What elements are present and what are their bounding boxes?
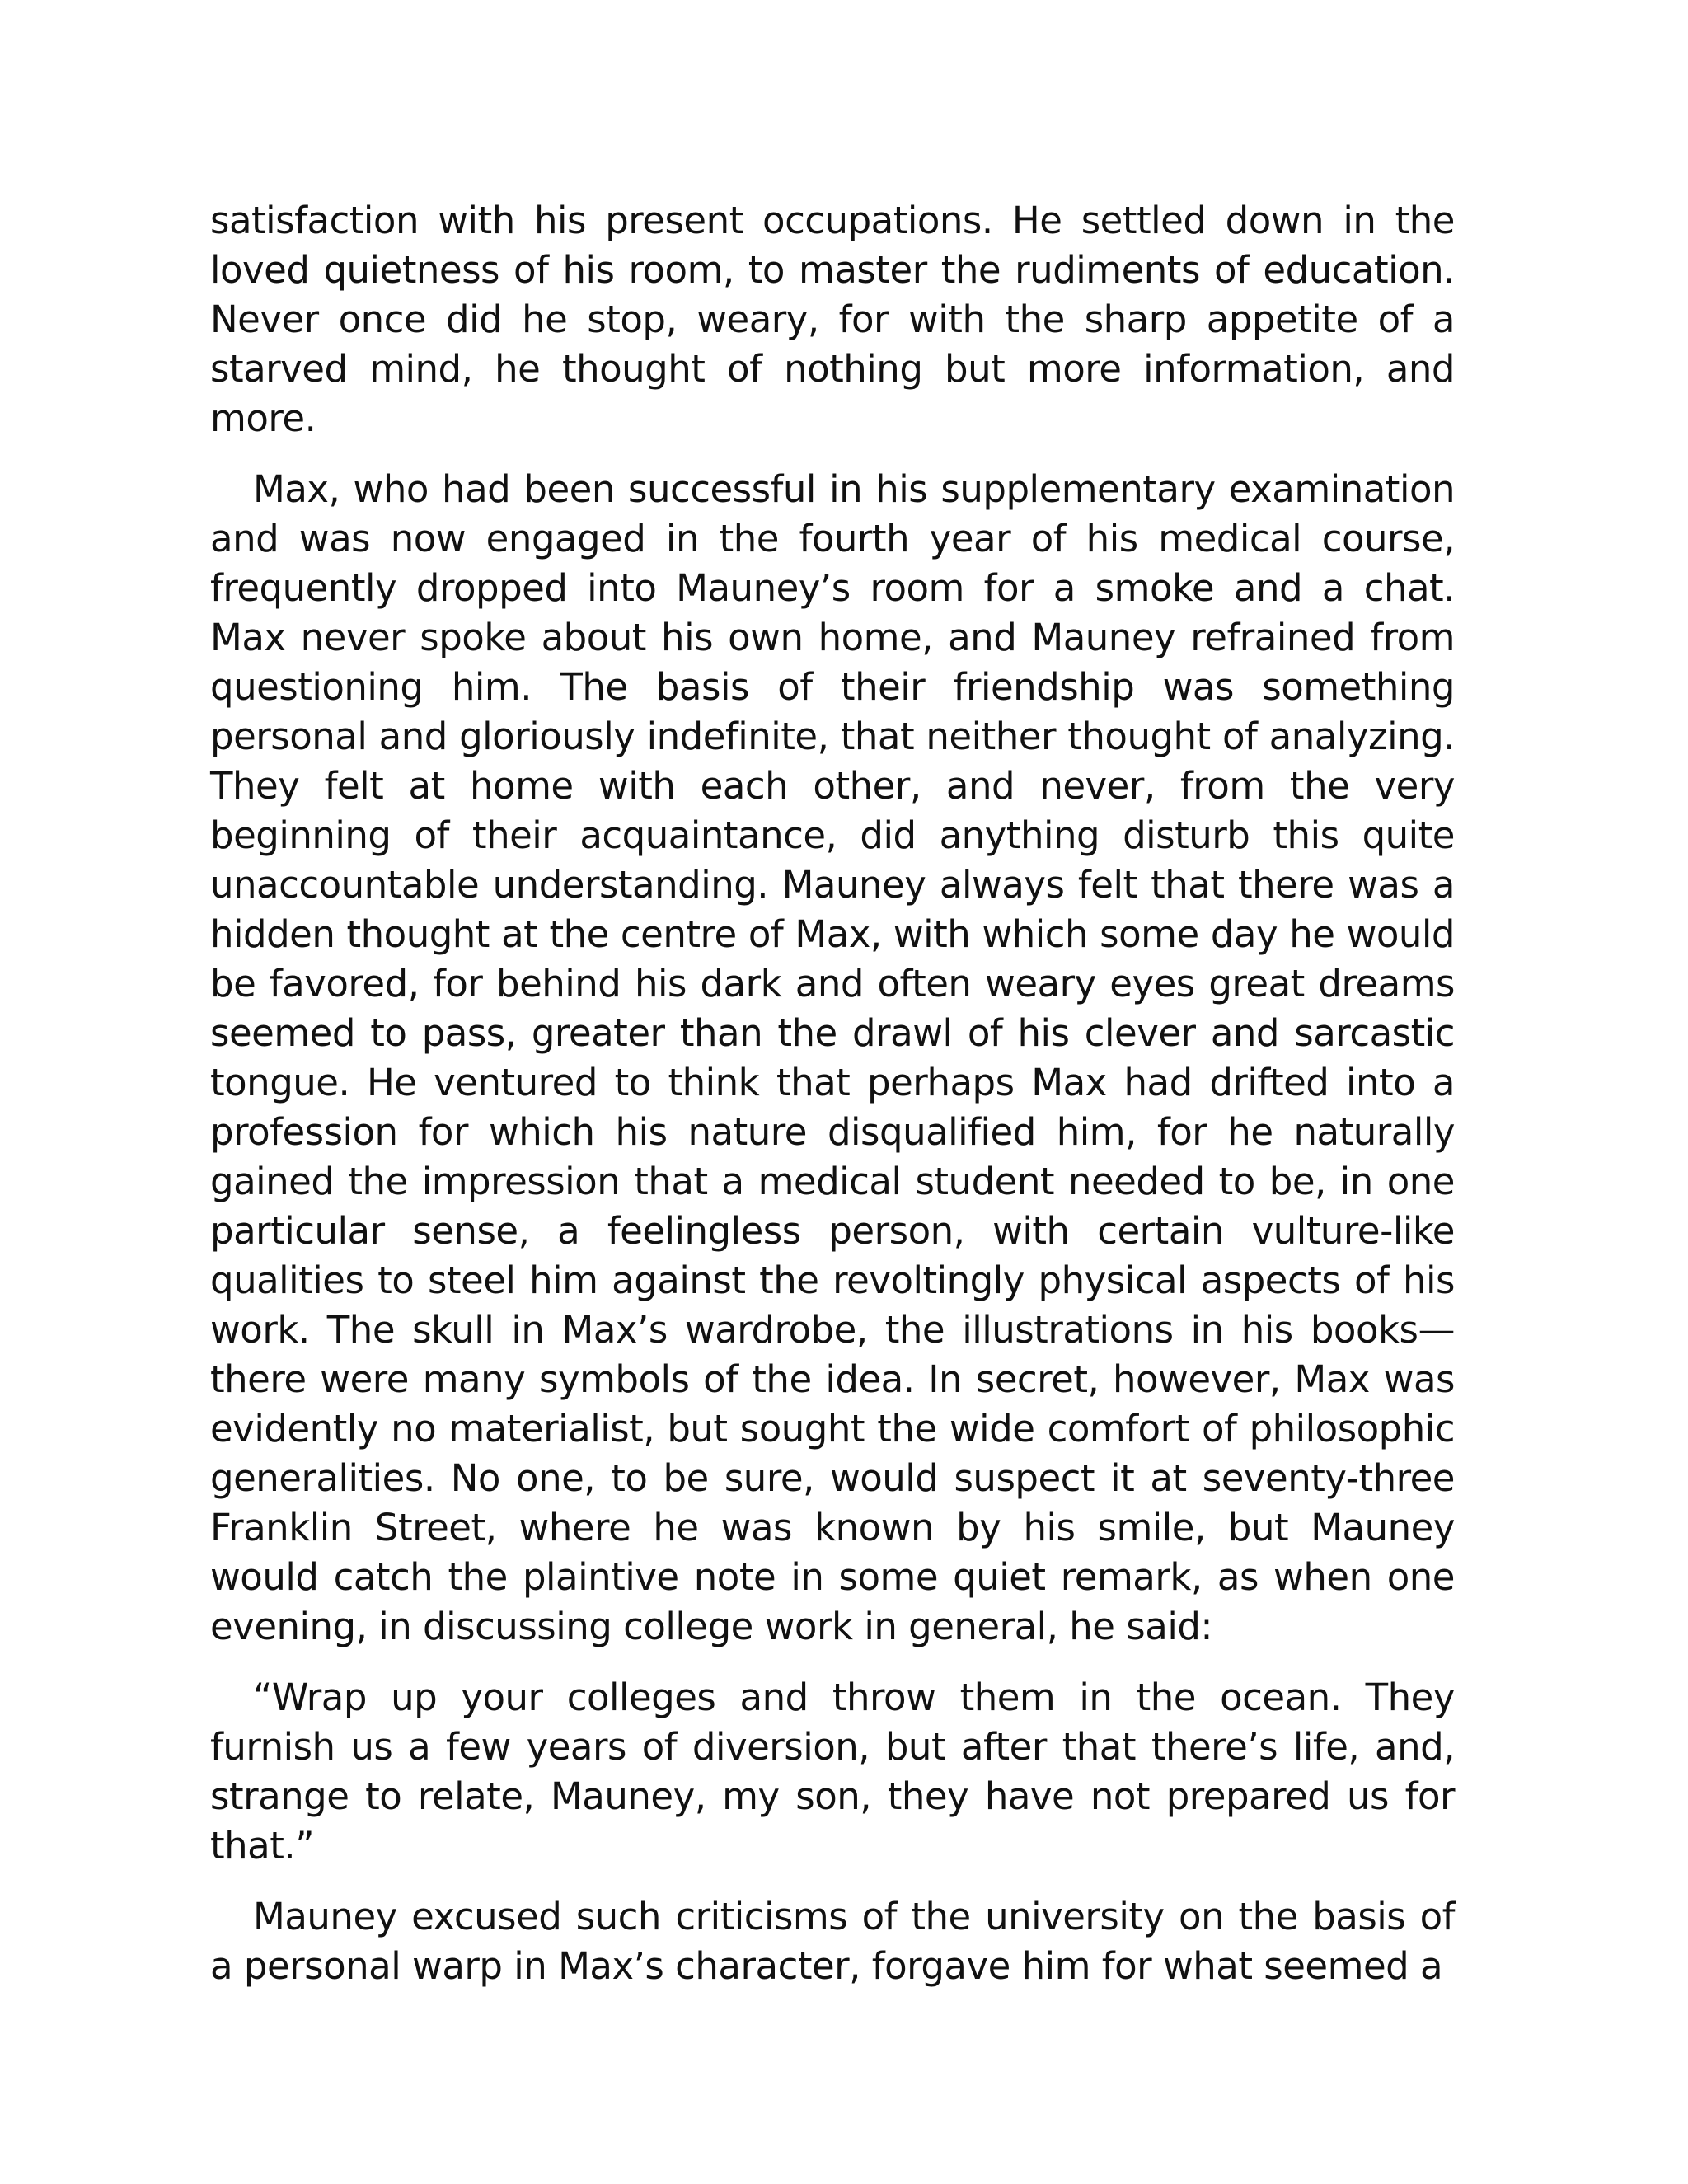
paragraph-continuation: satisfaction with his present occupations. He settled down in the loved quietness of his room, to master the rudiments of education. Never once did he stop, weary, for with the sharp appetite of a starved mind, he thought of nothing but more information, and more. <box>210 199 1455 440</box>
paragraph-criticisms: Mauney excused such criticisms of the university on the basis of a personal warp in Max’s character, forgave him for what seemed a <box>210 1895 1455 1988</box>
paragraph-quote: “Wrap up your colleges and throw them in the ocean. They furnish us a few years of diversion, but after that there’s life, and, strange to relate, Mauney, my son, they have not prepared us for that.” <box>210 1675 1455 1868</box>
page-body <box>210 196 1455 1991</box>
paragraph-max-and-mauney: Max, who had been successful in his supplementary examination and was now engaged in the fourth year of his medical course, frequently dropped into Mauney’s room for a smoke and a chat. Max never spoke about his own home, and Mauney refrained from questioning him. The basis of their friendship was something personal and gloriously indefinite, that neither thought of analyzing. They felt at home with each other, and never, from the very beginning of their acquaintance, did anything disturb this quite unaccountable understanding. Mauney always felt that there was a hidden thought at the centre of Max, with which some day he would be favored, for behind his dark and often weary eyes great dreams seemed to pass, greater than the drawl of his clever and sarcastic tongue. He ventured to think that perhaps Max had drifted into a profession for which his nature disqualified him, for he naturally gained the impression that a medical student needed to be, in one particular sense, a feelingless person, with certain vulture-like qualities to steel him against the revoltingly physical aspects of his work. The skull in Max’s wardrobe, the illustrations in his books—there were many symbols of the idea. In secret, however, Max was evidently no materialist, but sought the wide comfort of philosophic generalities. No one, to be sure, would suspect it at seventy-three Franklin Street, where he was known by his smile, but Mauney would catch the plaintive note in some quiet remark, as when one evening, in discussing college work in general, he said: <box>210 467 1455 1648</box>
